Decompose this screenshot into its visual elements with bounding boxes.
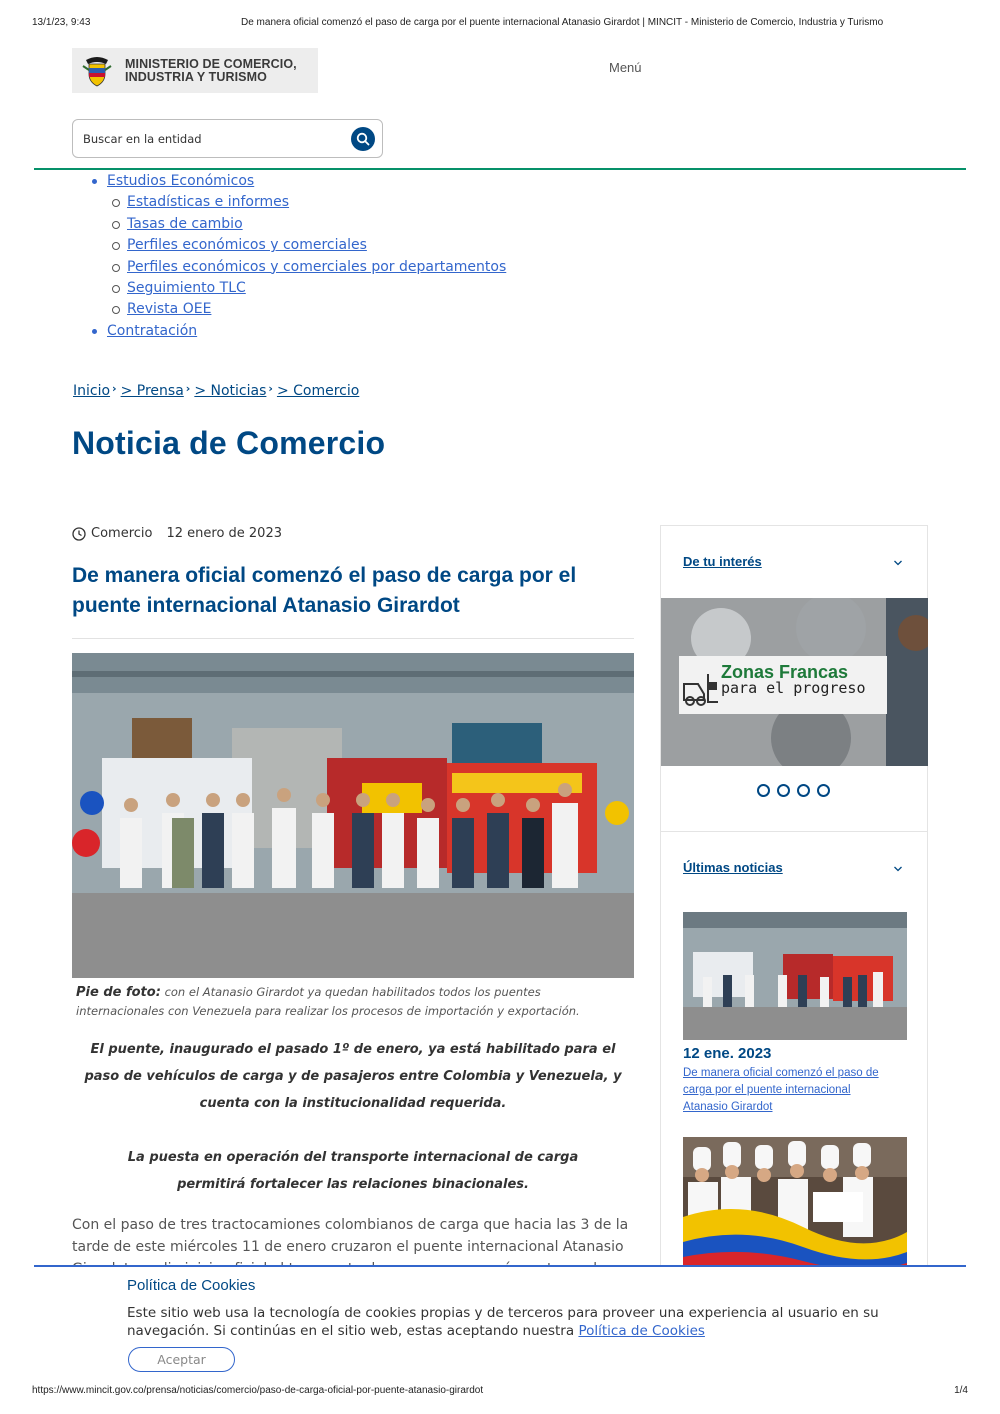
clock-icon	[72, 527, 86, 541]
article-category: Comercio	[91, 526, 153, 541]
breadcrumb-prensa[interactable]: > Prensa	[120, 383, 184, 399]
breadcrumb	[73, 383, 359, 399]
breadcrumb-separator-icon: ›	[112, 382, 117, 395]
breadcrumb-noticias[interactable]: > Noticias	[194, 383, 267, 399]
nav-subitem	[112, 278, 506, 299]
print-url: https://www.mincit.gov.co/prensa/noticias/comercio/paso-de-carga-oficial-por-puente-atanasio-girardot	[32, 1385, 484, 1396]
logo-line-1: MINISTERIO DE COMERCIO,	[125, 56, 297, 71]
nav-link-estudios[interactable]: Estudios Económicos	[107, 173, 255, 189]
search-input[interactable]	[83, 130, 343, 148]
article-date: 12 enero de 2023	[166, 526, 282, 541]
nav-subitem	[112, 257, 506, 278]
breadcrumb-separator-icon: ›	[268, 382, 273, 395]
print-header	[32, 17, 968, 31]
caption-text: con el Atanasio Girardot ya quedan habilitados todos los puentes internacionales con Venezuela para realizar los procesos de importación y exportación.	[76, 985, 580, 1018]
nav-link-estadisticas[interactable]: Estadísticas e informes	[127, 194, 290, 211]
article-meta	[72, 526, 282, 541]
nav-subitem	[112, 192, 506, 213]
interest-heading[interactable]: De tu interés	[683, 554, 762, 569]
search-button[interactable]	[351, 127, 375, 151]
nav-menu	[92, 171, 506, 342]
divider	[661, 831, 928, 832]
nav-subitem	[112, 214, 506, 235]
article-lead-2: La puesta en operación del transporte internacional de carga permitirá fortalecer las relaciones binacionales.	[127, 1150, 579, 1192]
cookie-title: Política de Cookies	[127, 1277, 256, 1294]
chevron-down-icon[interactable]	[893, 558, 903, 568]
nav-link-tasas[interactable]: Tasas de cambio	[127, 215, 243, 232]
carousel-dot[interactable]	[817, 784, 830, 797]
nav-link-contratacion[interactable]: Contratación	[107, 322, 198, 339]
banner-subtitle: para el progreso	[721, 679, 866, 697]
zonas-francas-banner[interactable]	[661, 598, 928, 766]
carousel-dot[interactable]	[777, 784, 790, 797]
chevron-down-icon[interactable]	[893, 864, 903, 874]
nav-item	[92, 321, 506, 342]
cookie-text	[127, 1304, 887, 1340]
search-icon	[356, 132, 370, 146]
cookie-message: Este sitio web usa la tecnología de cookies propias y de terceros para proveer una experiencia al usuario en su navegación. Si continúas en el sitio web, estas aceptando nuestra	[127, 1305, 879, 1339]
header-divider	[34, 168, 966, 170]
ministry-logo[interactable]	[72, 48, 318, 93]
article-title: De manera oficial comenzó el paso de carga por el puente internacional Atanasio Girardot	[72, 564, 577, 617]
coat-of-arms-icon	[80, 54, 114, 88]
news-link[interactable]: De manera oficial comenzó el paso de carga por el puente internacional Atanasio Girardot	[683, 1067, 879, 1113]
news-thumbnail[interactable]	[683, 1137, 907, 1267]
search-box	[72, 119, 383, 158]
news-thumbnail[interactable]	[683, 912, 907, 1040]
banner-title: Zonas Francas	[721, 662, 849, 682]
nav-link-revista[interactable]: Revista OEE	[127, 301, 212, 318]
cookie-banner	[34, 1265, 966, 1377]
print-footer	[32, 1385, 968, 1396]
article-body: Con el paso de tres tractocamiones colombianos de carga que hacia las 3 de la tarde de este miércoles 11 de enero cruzaron el puente internacional Atanasio	[72, 1217, 629, 1255]
print-doc-title: De manera oficial comenzó el paso de carga por el puente internacional Atanasio Girardot | MINCIT - Ministerio de Comercio, Industria y Turismo	[241, 17, 884, 28]
page-title: Noticia de Comercio	[72, 425, 386, 461]
breadcrumb-separator-icon: ›	[185, 382, 191, 395]
nav-link-perfiles-dept[interactable]: Perfiles económicos y comerciales por departamentos	[127, 258, 507, 275]
nav-link-perfiles[interactable]: Perfiles económicos y comerciales	[127, 237, 367, 254]
print-page-number: 1/4	[954, 1385, 968, 1396]
cookie-policy-link[interactable]: Política de Cookies	[578, 1323, 705, 1339]
logo-line-2: INDUSTRIA Y TURISMO	[125, 69, 267, 84]
nav-submenu	[112, 192, 506, 320]
article-lead-1: El puente, inaugurado el pasado 1º de enero, ya está habilitado para el paso de vehículos de carga y de pasajeros entre Colombia y Venezuela, y cuenta con la institucionalidad requerida.	[84, 1042, 622, 1111]
photo-caption	[76, 983, 632, 1020]
latest-news-heading[interactable]: Últimas noticias	[683, 860, 783, 875]
sidebar	[660, 525, 928, 1285]
forklift-icon	[680, 670, 720, 708]
news-date: 12 ene. 2023	[683, 1045, 772, 1062]
divider	[72, 638, 634, 639]
article-photo	[72, 653, 634, 978]
carousel-dot[interactable]	[797, 784, 810, 797]
nav-subitem	[112, 235, 506, 256]
accept-cookies-button[interactable]: Aceptar	[128, 1347, 235, 1372]
caption-label: Pie de foto:	[76, 985, 161, 1000]
logo-text	[125, 58, 297, 84]
carousel-dot[interactable]	[757, 784, 770, 797]
breadcrumb-comercio[interactable]: > Comercio	[276, 383, 360, 399]
carousel-dots	[757, 784, 830, 797]
nav-link-tlc[interactable]: Seguimiento TLC	[127, 280, 246, 297]
menu-button[interactable]: Menú	[609, 60, 642, 75]
nav-subitem	[112, 299, 506, 320]
print-datetime: 13/1/23, 9:43	[32, 17, 91, 28]
breadcrumb-inicio[interactable]: Inicio	[73, 383, 111, 399]
nav-item	[92, 171, 506, 192]
